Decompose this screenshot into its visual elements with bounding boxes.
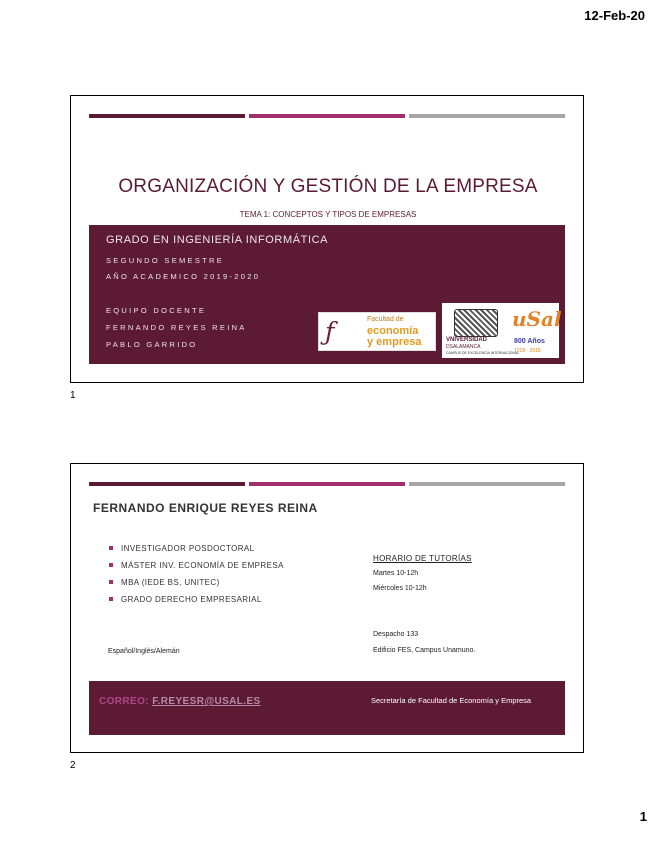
academic-year: AÑO ACADEMICO 2019-2020 — [106, 272, 261, 281]
contact-band — [89, 681, 565, 735]
usal-text-3: CAMPUS DE EXCELENCIA INTERNACIONAL — [446, 351, 520, 355]
teacher-2: PABLO GARRIDO — [106, 340, 198, 349]
accent-bar-gray — [409, 482, 565, 486]
usal-text-2: DSALAMANCA — [446, 344, 481, 350]
office-hours-1: Martes 10-12h — [373, 570, 419, 577]
slide-subtitle: TEMA 1: CONCEPTOS Y TIPOS DE EMPRESAS — [239, 210, 417, 219]
slide-1-number: 1 — [70, 390, 76, 401]
accent-bar-gray — [409, 114, 565, 118]
slide-1 — [70, 95, 584, 383]
logo-text-3: y empresa — [367, 336, 422, 348]
print-date: 12-Feb-20 — [584, 8, 645, 23]
semester: SEGUNDO SEMESTRE — [106, 256, 225, 265]
degree-name: GRADO EN INGENIERÍA INFORMÁTICA — [106, 234, 329, 246]
800-years-text: 800 Años — [514, 338, 545, 345]
email-line — [99, 696, 261, 707]
info-band — [89, 225, 565, 364]
languages: Español/Inglés/Alemán — [108, 648, 180, 655]
email-label: CORREO: — [99, 696, 150, 707]
accent-bar-dark — [89, 482, 245, 486]
email-link[interactable]: F.REYESR@USAL.ES — [152, 696, 261, 707]
facultad-economia-logo — [318, 312, 436, 351]
list-item: GRADO DERECHO EMPRESARIAL — [109, 595, 284, 612]
building: Edificio FES, Campus Unamuno. — [373, 647, 476, 654]
logo-text-2: economía — [367, 325, 419, 337]
accent-bar-magenta — [249, 114, 405, 118]
800-years-dates: 1218 · 2018 — [514, 348, 541, 354]
bullet-icon — [109, 546, 113, 550]
slide-2 — [70, 463, 584, 753]
universidad-salamanca-logo — [442, 303, 562, 358]
list-item: INVESTIGADOR POSDOCTORAL — [109, 544, 284, 561]
professor-name: FERNANDO ENRIQUE REYES REINA — [93, 501, 318, 515]
office-hours-title: HORARIO DE TUTORÍAS — [373, 554, 472, 563]
list-item: MÁSTER INV. ECONOMÍA DE EMPRESA — [109, 561, 284, 578]
facultad-glyph-icon: ƒ — [325, 317, 335, 346]
usal-text-1: VNIVERSIDAD — [446, 337, 488, 343]
bullet-icon — [109, 580, 113, 584]
accent-bar-magenta — [249, 482, 405, 486]
bullet-icon — [109, 563, 113, 567]
slide-title: ORGANIZACIÓN Y GESTIÓN DE LA EMPRESA — [118, 176, 538, 197]
bullet-icon — [109, 597, 113, 601]
credentials-list — [109, 544, 284, 612]
teacher-1: FERNANDO REYES REINA — [106, 323, 247, 332]
800-years-icon: uSal — [512, 307, 562, 331]
teaching-team-label: EQUIPO DOCENTE — [106, 306, 207, 315]
office-hours-2: Miércoles 10-12h — [373, 585, 427, 592]
list-item: MBA (IEDE BS, UNITEC) — [109, 578, 284, 595]
accent-bar-dark — [89, 114, 245, 118]
page-number: 1 — [639, 809, 647, 824]
logo-text-1: Facultad de — [367, 316, 404, 323]
university-seal-icon — [454, 309, 498, 337]
slide-2-number: 2 — [70, 760, 76, 771]
office-number: Despacho 133 — [373, 631, 419, 638]
secretaria-text: Secretaría de Facultad de Economía y Empresa — [371, 696, 532, 705]
